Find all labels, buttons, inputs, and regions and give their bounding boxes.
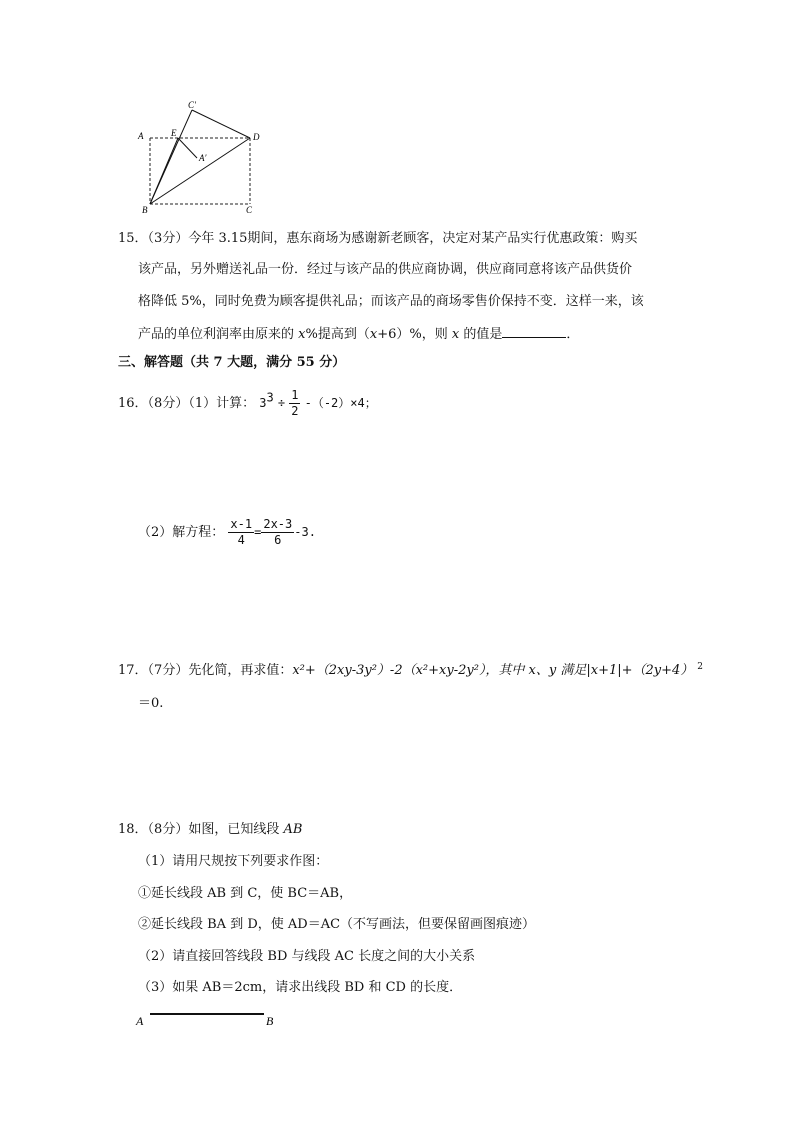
line-E-A-prime	[178, 138, 197, 158]
q15-var-x: x	[451, 327, 460, 342]
q17-expr: x²+（2xy-3y²）-2（x²+xy-2y²），其中 x、y 满足|x+1|+（2y+4）	[292, 663, 694, 678]
q15-line4-mid: %提高到（	[305, 327, 370, 342]
q18-line-3: ②延长线段 BA 到 D，使 AD＝AC（不写画法，但要保留画图痕迹）	[138, 917, 536, 932]
q16-right-fraction	[261, 517, 294, 548]
q15-line-3: 格降低 5%，同时免费为顾客提供礼品；而该产品的商场零售价保持不变．这样一来，该	[138, 294, 644, 309]
q17-line-2: ＝0.	[138, 696, 164, 711]
label-C: C	[246, 205, 253, 215]
section-title: 三、解答题（共 7 大题，满分 55 分）	[118, 355, 346, 370]
q17-exp: 2	[697, 661, 704, 672]
q18-line-2: ①延长线段 AB 到 C，使 BC＝AB，	[138, 886, 353, 901]
q16-label: 16．（8分）（1）计算：	[118, 396, 256, 411]
segment-label-a: A	[136, 1014, 144, 1028]
answer-blank	[502, 325, 566, 338]
q15-line-2: 该产品，另外赠送礼品一份．经过与该产品的供应商协调，供应商同意将该产品供货价	[138, 262, 633, 277]
q16-fraction	[289, 388, 300, 419]
q15-line4-post: 的值是	[459, 327, 503, 342]
label-C-prime: C′	[188, 100, 196, 110]
segment-label-b: B	[266, 1014, 274, 1028]
q16-left-fraction	[228, 517, 254, 548]
q16-frac-num: 1	[291, 388, 299, 402]
q15-line4-pre: 产品的单位利润率由原来的	[138, 327, 299, 342]
q15-line4-mid2: +6）%，则	[377, 327, 452, 342]
q16-right-num: 2x-3	[263, 517, 293, 531]
q16-rest: -（-2）×4；	[304, 396, 377, 410]
q16-base: 3	[259, 396, 267, 410]
q16-part2-rest: -3.	[294, 525, 316, 539]
q16-part2	[138, 517, 316, 548]
q16-left-den: 4	[237, 533, 245, 547]
q18-title-ab: AB	[283, 822, 303, 837]
q15-line4-end: ．	[566, 327, 580, 342]
q18-line-5: （3）如果 AB＝2cm，请求出线段 BD 和 CD 的长度．	[138, 980, 463, 995]
q16-part1	[118, 388, 377, 419]
q16-right-den: 6	[274, 533, 282, 547]
q17-pre: 17．（7分）先化简，再求值：	[118, 663, 293, 678]
q15-var-x: x	[369, 327, 378, 342]
label-B: B	[142, 205, 148, 215]
q18-title-pre: 18．（8分）如图，已知线段	[118, 822, 284, 837]
q16-part2-label: （2）解方程：	[138, 525, 225, 540]
line-C-prime-D	[192, 110, 250, 138]
q15-line-4	[138, 325, 579, 343]
q15-var-x: x	[298, 327, 306, 342]
q17-line-1	[118, 663, 703, 679]
label-A-prime: A′	[199, 153, 207, 163]
q16-frac-den: 2	[291, 404, 299, 418]
geometry-figure	[130, 98, 270, 216]
q15-line-1: 15．（3分）今年 3.15期间，惠东商场为感谢新老顾客，决定对某产品实行优惠政策：购买	[118, 231, 638, 246]
label-D: D	[253, 132, 260, 142]
line-BE	[150, 138, 178, 204]
label-E: E	[171, 128, 177, 138]
q16-div: ÷	[277, 396, 286, 410]
q18-line-4: （2）请直接回答线段 BD 与线段 AC 长度之间的大小关系	[138, 949, 476, 964]
q16-eq: =	[254, 525, 262, 539]
q18-line-1: （1）请用尺规按下列要求作图：	[138, 854, 329, 869]
segment-ab-figure	[134, 1006, 284, 1030]
label-A: A	[138, 131, 144, 141]
q16-left-num: x-1	[230, 517, 253, 531]
q16-exp: 3	[266, 390, 274, 405]
q18-title	[118, 822, 302, 838]
